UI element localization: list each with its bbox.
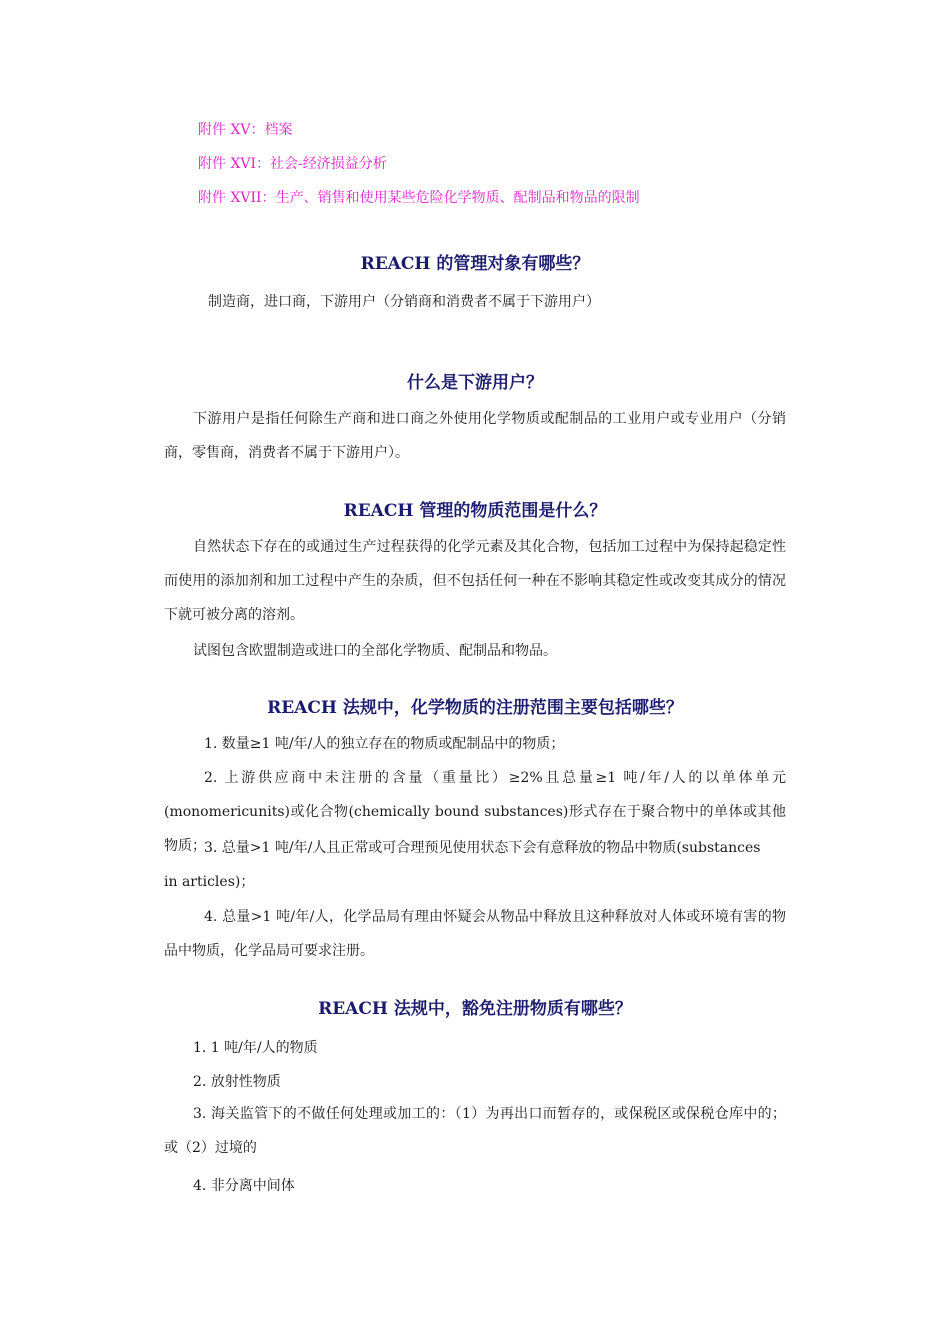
registration-item-4: 4. 总量>1 吨/年/人，化学品局有理由怀疑会从物品中释放且这种释放对人体或环境有害的物品中物质，化学品局可要求注册。 — [164, 909, 786, 959]
exempt-item-3: 3. 海关监管下的不做任何处理或加工的：（1）为再出口而暂存的，或保税区或保税仓库中的；或（2）过境的 — [164, 1106, 786, 1156]
registration-item-1: 1. 数量≥1 吨/年/人的独立存在的物质或配制品中的物质； — [204, 736, 565, 752]
heading-exempt-substances: REACH 法规中，豁免注册物质有哪些？ — [318, 999, 632, 1019]
downstream-user-text: 下游用户是指任何除生产商和进口商之外使用化学物质或配制品的工业用户或专业用户（分销商，零售商，消费者不属于下游用户）。 — [164, 411, 786, 461]
heading-downstream-user: 什么是下游用户？ — [407, 373, 543, 393]
registration-item-3: 3. 总量>1 吨/年/人且正常或可合理预见使用状态下会有意释放的物品中物质(substances in articles)； — [164, 840, 761, 890]
registration-item-2: 2. 上游供应商中未注册的含量（重量比）≥2%且总量≥1 吨/年/人的以单体单元(monomericunits)或化合物(chemically bound substances)形式存在于聚合物中的单体或其他物质； — [164, 770, 786, 854]
heading-registration-scope: REACH 法规中，化学物质的注册范围主要包括哪些？ — [267, 698, 683, 718]
heading-substance-scope: REACH 管理的物质范围是什么？ — [343, 501, 607, 521]
substance-scope-text: 自然状态下存在的或通过生产过程获得的化学元素及其化合物，包括加工过程中为保持起稳定性而使用的添加剂和加工过程中产生的杂质，但不包括任何一种在不影响其稳定性或改变其成分的情况下就可被分离的溶剂。 — [164, 539, 786, 623]
exempt-item-1: 1. 1 吨/年/人的物质 — [193, 1040, 318, 1056]
annex-17: 附件 XVII：生产、销售和使用某些危险化学物质、配制品和物品的限制 — [198, 190, 640, 206]
substance-scope-text-2: 试图包含欧盟制造或进口的全部化学物质、配制品和物品。 — [193, 643, 557, 659]
exempt-item-4: 4. 非分离中间体 — [193, 1178, 295, 1194]
annex-16: 附件 XVI：社会-经济损益分析 — [198, 156, 387, 172]
heading-reach-targets: REACH 的管理对象有哪些？ — [360, 254, 590, 274]
annex-15: 附件 XV：档案 — [198, 122, 293, 138]
reach-targets-text: 制造商，进口商，下游用户（分销商和消费者不属于下游用户） — [208, 294, 600, 310]
exempt-item-2: 2. 放射性物质 — [193, 1074, 281, 1090]
